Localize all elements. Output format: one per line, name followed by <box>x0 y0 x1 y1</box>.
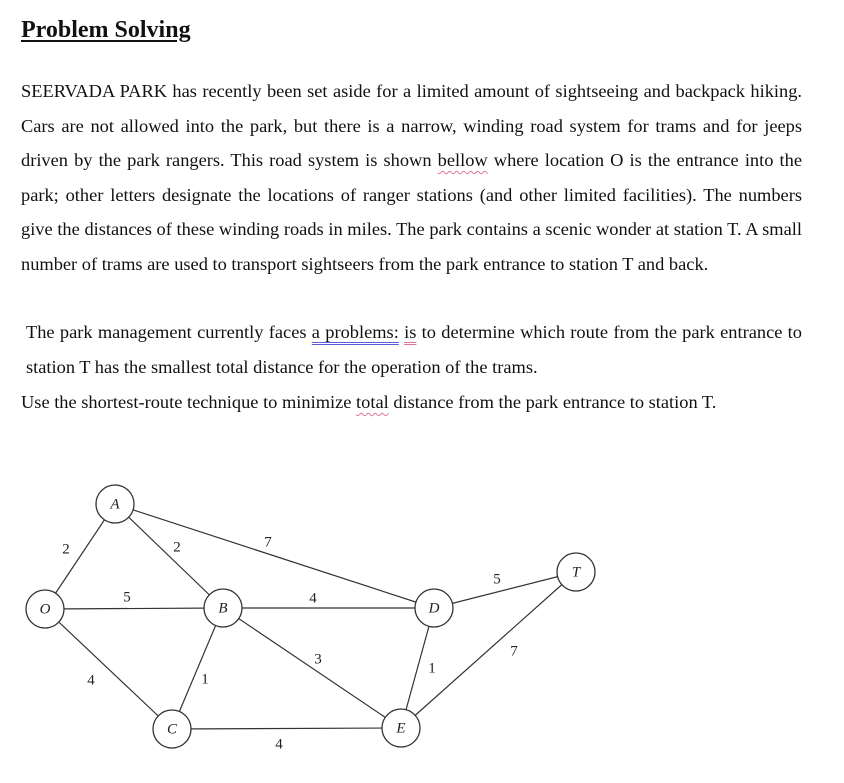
paragraph-text: to determine which route from the park entrance to station T has the smallest total distance for the operation of the trams. <box>26 322 802 377</box>
node-label: B <box>218 600 228 617</box>
node-label: T <box>571 564 581 581</box>
edge-distance-label: 2 <box>62 541 70 558</box>
edge-b-e <box>223 608 401 728</box>
node-label: A <box>110 496 120 513</box>
edge-labels-layer <box>62 534 518 752</box>
node-a <box>96 485 134 523</box>
edge-distance-label: 3 <box>314 651 322 668</box>
grammar-flagged-word[interactable]: is <box>404 322 417 342</box>
edge-distance-label: 5 <box>123 589 131 606</box>
node-b <box>204 589 242 627</box>
spellcheck-flagged-word[interactable]: bellow <box>437 150 488 171</box>
edge-distance-label: 4 <box>309 590 317 607</box>
edge-a-b <box>115 504 223 608</box>
spellcheck-flagged-word[interactable]: total <box>356 392 389 412</box>
node-label: E <box>396 720 406 737</box>
paragraph-text: The park management currently faces <box>26 322 312 342</box>
edge-distance-label: 7 <box>510 643 518 660</box>
edge-o-c <box>45 609 172 729</box>
node-label: O <box>39 601 51 618</box>
edge-distance-label: 7 <box>264 534 272 551</box>
edge-a-d <box>115 504 434 608</box>
paragraph-text: Use the shortest-route technique to minimize <box>21 392 357 412</box>
edge-distance-label: 1 <box>428 660 436 677</box>
node-d <box>415 589 453 627</box>
edge-distance-label: 2 <box>173 539 181 556</box>
edge-b-c <box>172 608 223 729</box>
node-c <box>153 710 191 748</box>
edges-layer <box>45 504 576 729</box>
node-t <box>557 553 595 591</box>
edge-c-e <box>172 728 401 729</box>
edge-distance-label: 1 <box>201 671 209 688</box>
edge-d-t <box>434 572 576 608</box>
node-e <box>382 709 420 747</box>
edge-o-b <box>45 608 223 609</box>
edge-distance-label: 5 <box>493 571 501 588</box>
paragraph-text: SEERVADA PARK has recently been set aside for a limited amount of sightseeing and backpack hiking. Cars are not allowed into the park, but there is a narrow, winding road system for trams and for jeeps driven by the park rangers. This road system is shown <box>21 81 802 171</box>
paragraph-text: distance from the park entrance to station T. <box>388 392 717 412</box>
node-o <box>26 590 64 628</box>
edge-distance-label: 4 <box>275 736 283 753</box>
paragraph-text: where location O is the entrance into the park; other letters designate the locations of ranger stations (and other limited facilities). The numbers give the distances of these winding roads in miles. The park contains a scenic wonder at station T. A small number of trams are used to transport sightseers from the park entrance to station T and back. <box>21 150 802 274</box>
grammar-flagged-phrase[interactable]: a problems: <box>311 322 399 342</box>
node-label: C <box>166 721 178 738</box>
node-label: D <box>428 600 440 617</box>
nodes-layer <box>26 485 595 748</box>
edge-distance-label: 4 <box>87 672 95 689</box>
page-title: Problem Solving <box>21 17 191 43</box>
